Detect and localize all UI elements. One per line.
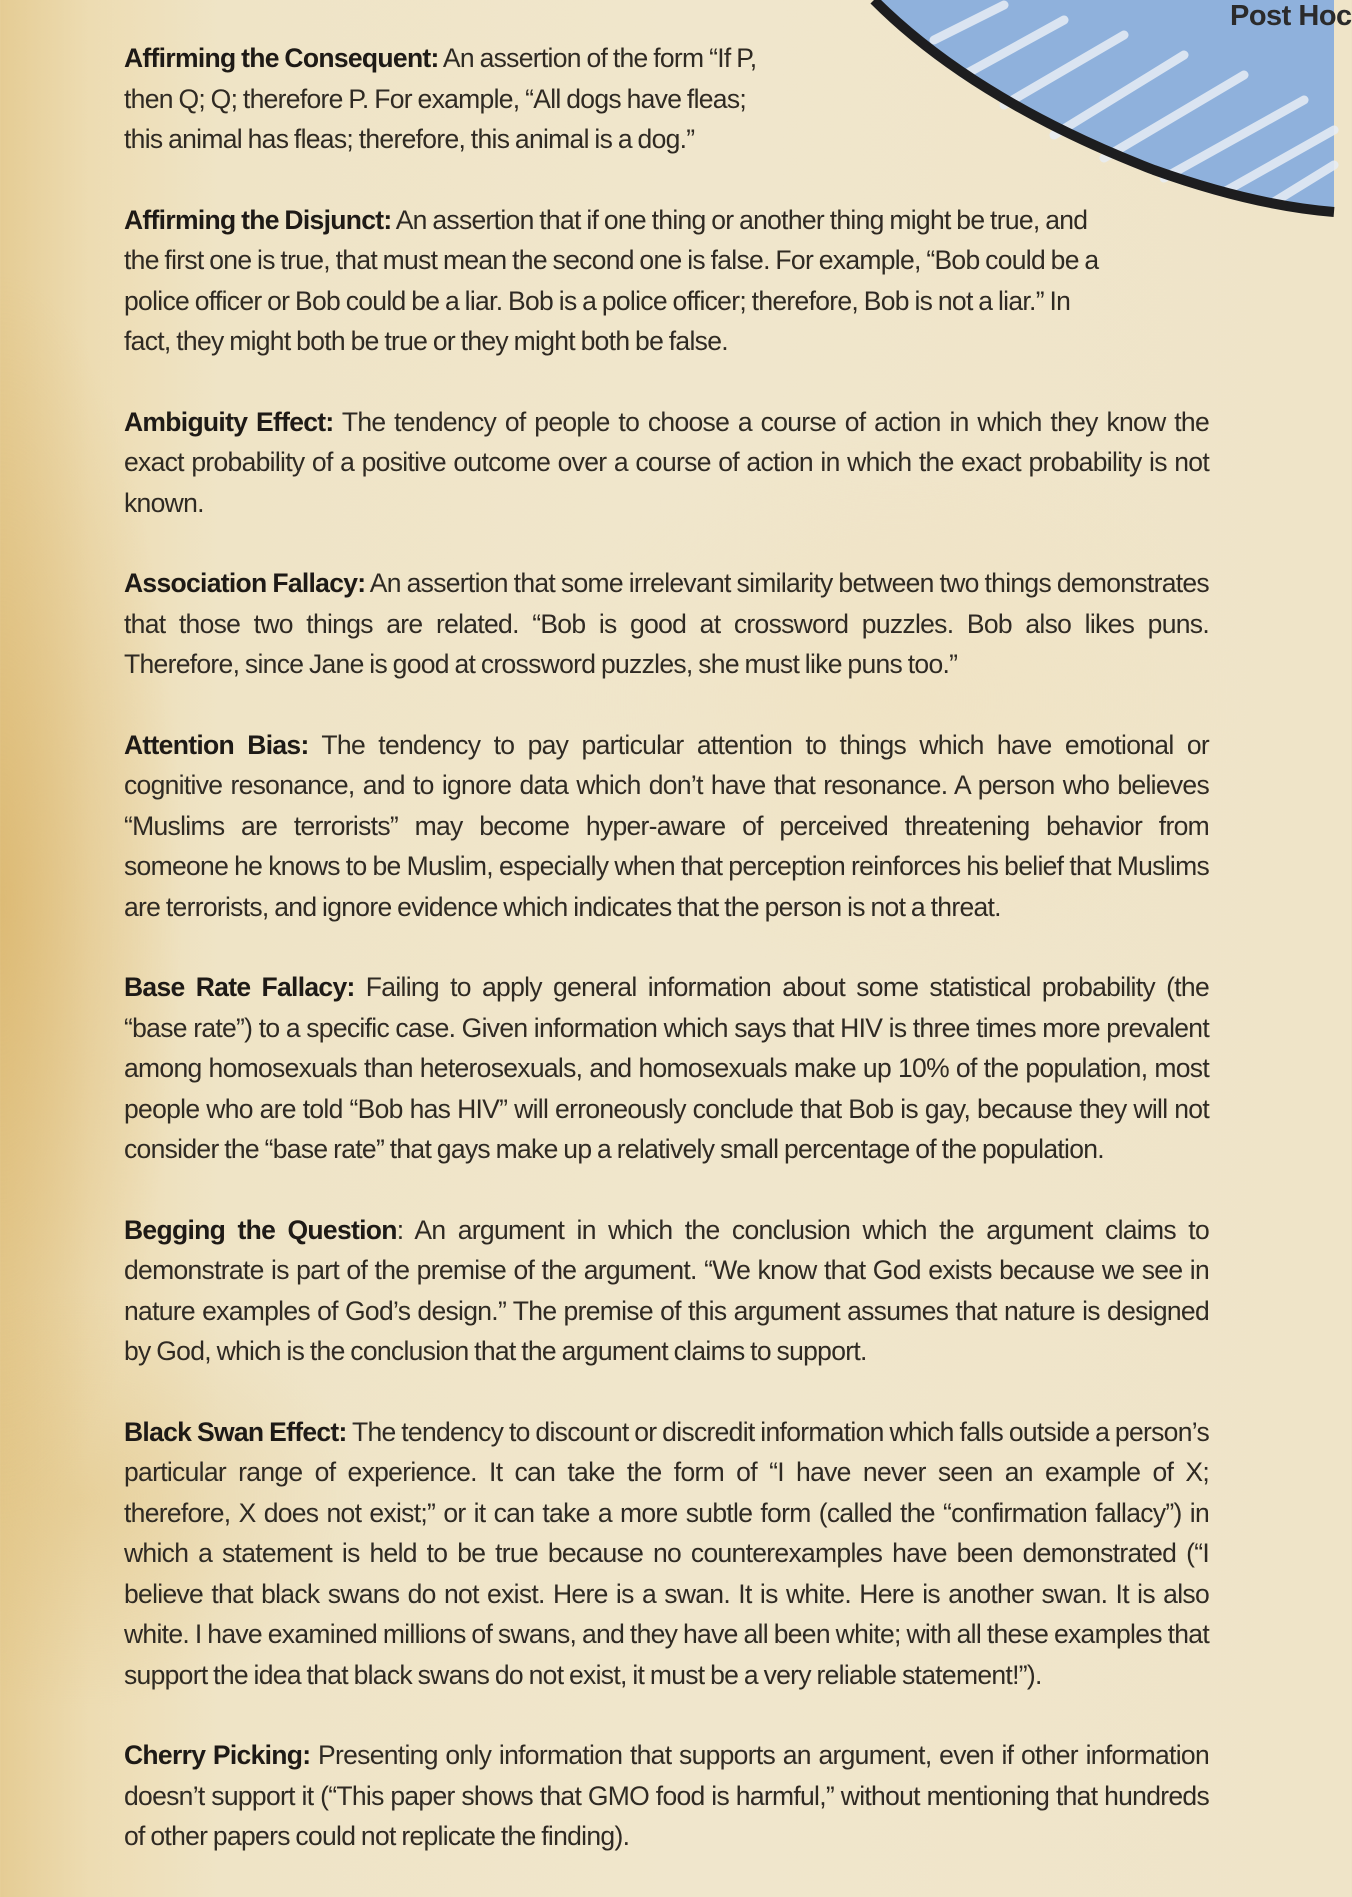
- entry-text: An assertion that some irrelevant similarity between two things demonstrates that those two things are related. “Bob is good at crossword puzzles. Bob also likes puns. Therefore, since Jane is good at crossword puzzles, she must like puns too.”: [124, 568, 1209, 679]
- entry-text: The tendency to pay particular attention to things which have emotional or cognitive resonance, and to ignore data which don’t have that resonance. A person who believes “Muslims are terrorists” may become hyper-aware of perceived threatening behavior from someone he knows to be Muslim, especially when that perception reinforces his belief that Muslims are terrorists, and ignore evidence which indicates that the person is not a threat.: [124, 729, 1209, 922]
- entry-cherry-picking: [124, 1735, 1209, 1857]
- entry-term: Association Fallacy:: [124, 568, 366, 598]
- entry-term: Ambiguity Effect:: [124, 406, 334, 437]
- entry-begging-the-question: [124, 1210, 1209, 1372]
- entry-term: Base Rate Fallacy:: [124, 972, 355, 1002]
- entry-text: An assertion of the form “If P, then Q; Q; therefore P. For example, “All dogs have fleas; this animal has fleas; therefore, this animal is a dog.”: [124, 43, 757, 154]
- entry-text: The tendency to discount or discredit information which falls outside a person’s particular range of experience. It can take the form of “I have never seen an example of X; therefore, X does not exist;” or it can take a more subtle form (called the “confirmation fallacy”) in which a statement is held to be true because no counterexamples have been demonstrated (“I believe that black swans do not exist. Here is a swan. It is white. Here is another swan. It is also white. I have examined millions of swans, and they have all been white; with all these examples that support the idea that black swans do not exist, it must be a very reliable statement!”).: [124, 1416, 1209, 1690]
- entry-association-fallacy: [124, 563, 1209, 685]
- entry-term: Affirming the Disjunct:: [124, 204, 392, 235]
- entry-term: Black Swan Effect:: [124, 1416, 347, 1447]
- entry-term: Begging the Question: [124, 1214, 397, 1245]
- entry-text: Failing to apply general information about some statistical probability (the “base rate”) to a specific case. Given information which says that HIV is three times more prevalent among homosexuals than heterosexuals, and homosexuals make up 10% of the population, most people who are told “Bob has HIV” will erroneously conclude that Bob is gay, because they will not consider the “base rate” that gays make up a relatively small percentage of the population.: [124, 972, 1209, 1164]
- entry-affirming-the-disjunct: [124, 200, 1104, 362]
- entry-text: Presenting only information that supports an argument, even if other information doesn’t support it (“This paper shows that GMO food is harmful,” without mentioning that hundreds of other papers could not replicate the finding).: [124, 1740, 1209, 1851]
- entry-text: : An argument in which the conclusion which the argument claims to demonstrate is part of the premise of the argument. “We know that God exists because we see in nature examples of God’s design.” The premise of this argument assumes that nature is designed by God, which is the conclusion that the argument claims to support.: [124, 1214, 1209, 1366]
- entry-term: Cherry Picking:: [124, 1740, 311, 1770]
- glossary-content: [124, 38, 1209, 1897]
- entry-term: Affirming the Consequent:: [124, 43, 439, 73]
- entry-affirming-the-consequent: [124, 38, 774, 160]
- entry-attention-bias: [124, 725, 1209, 928]
- entry-term: Attention Bias:: [124, 729, 309, 760]
- entry-base-rate-fallacy: [124, 967, 1209, 1170]
- entry-ambiguity-effect: [124, 402, 1209, 524]
- entry-text: The tendency of people to choose a course of action in which they know the exact probability of a positive outcome over a course of action in which the exact probability is not known.: [124, 406, 1210, 518]
- entry-text: An assertion that if one thing or another thing might be true, and the first one is true, that must mean the second one is false. For example, “Bob could be a police officer or Bob could be a liar. Bob is a police officer; therefore, Bob is not a liar.” In fact, they might both be true or they might both be false.: [124, 204, 1099, 356]
- page-header-title: Post Hoc: [1230, 0, 1352, 32]
- entry-black-swan-effect: [124, 1412, 1209, 1696]
